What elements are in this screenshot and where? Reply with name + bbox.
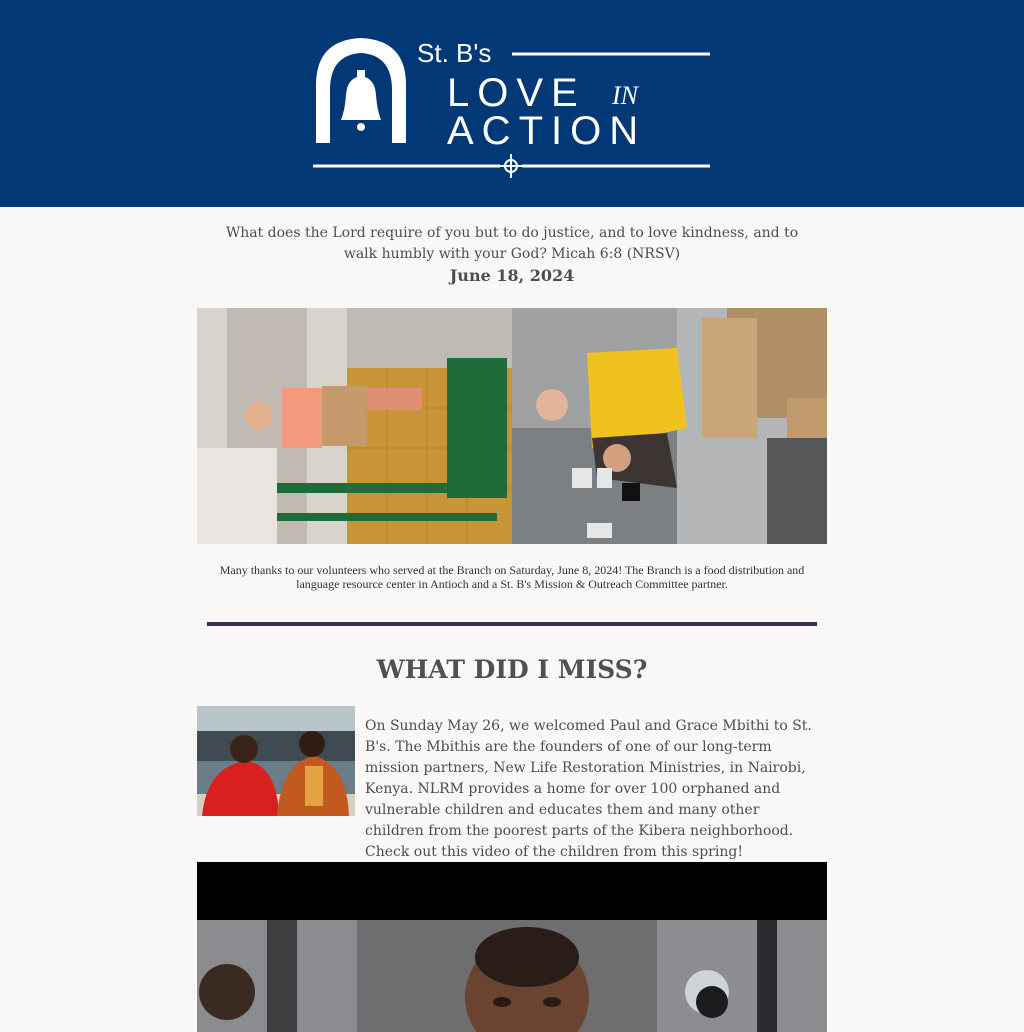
mbithi-story-text: On Sunday May 26, we welcomed Paul and Grace Mbithi to St. B's. The Mbithis are the founders of one of our long-term mission partners, New Life Restoration Ministries, in Nairobi, Kenya. NLRM provides a home for over 100 orphaned and vulnerable children and educates them and many other children from the poorest parts of the Kibera neighborhood. Check out this video of the children from this spring! xyxy=(365,718,812,860)
brand-line1-text: LOVE xyxy=(447,71,586,115)
volunteer-with-box-photo xyxy=(197,308,512,544)
love-in-action-logo[interactable] xyxy=(0,0,1024,207)
volunteers-at-freezer-photo xyxy=(512,308,827,544)
mbithi-couple-photo[interactable] xyxy=(197,706,355,816)
bell-arch-icon xyxy=(316,38,406,143)
header-banner xyxy=(0,0,1024,207)
cross-icon xyxy=(499,154,523,178)
newsletter-body xyxy=(197,207,827,860)
brand-in-text: IN xyxy=(612,81,638,110)
children-video[interactable] xyxy=(197,862,827,1032)
brand-line2-text: ACTION xyxy=(447,109,647,153)
section-divider xyxy=(207,622,817,626)
scripture-quote: What does the Lord require of you but to do justice, and to love kindness, and to walk humbly with your God? Micah 6:8 (NRSV) xyxy=(225,225,799,262)
volunteer-photos[interactable] xyxy=(197,308,827,544)
what-did-i-miss-heading: WHAT DID I MISS? xyxy=(376,655,648,684)
issue-date: June 18, 2024 xyxy=(449,266,575,285)
volunteer-caption: Many thanks to our volunteers who served at the Branch on Saturday, June 8, 2024! The Branch is a food distribution and language resource center in Antioch and a St. B's Mission & Outreach Committee partner. xyxy=(219,563,805,591)
brand-small-text: St. B's xyxy=(417,38,492,68)
